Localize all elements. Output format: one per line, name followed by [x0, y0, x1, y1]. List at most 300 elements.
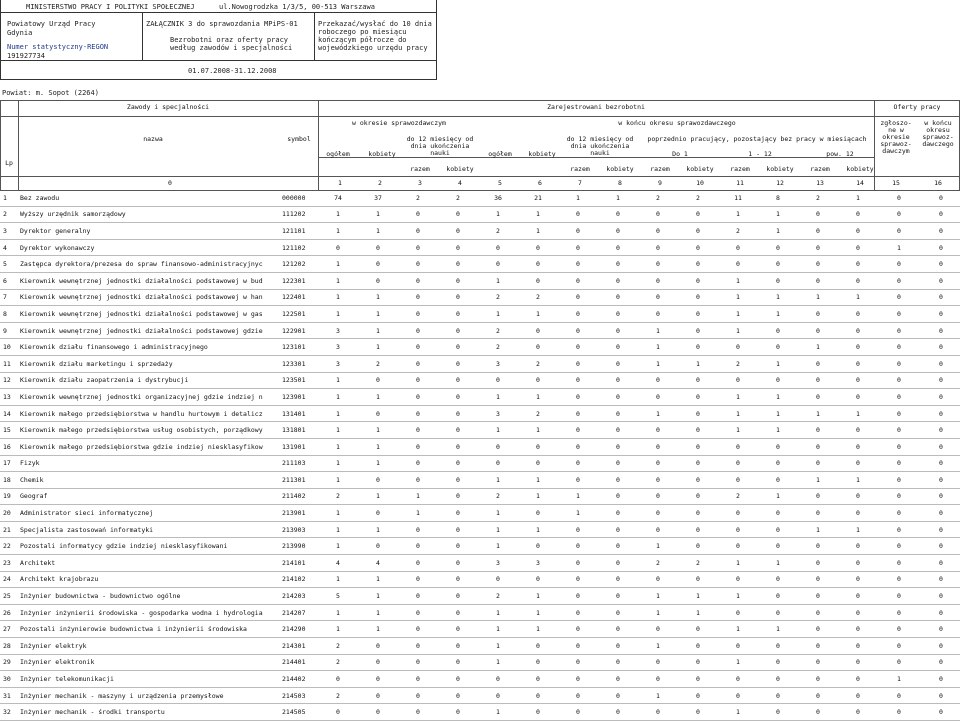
col-wk-a: w końcu: [924, 119, 952, 127]
cell-value: 0: [678, 223, 718, 240]
occupation-name: Specjalista zastosowań informatyki: [18, 521, 280, 538]
cell-value: 0: [598, 671, 638, 688]
cell-value: 0: [438, 256, 478, 273]
cell-value: 0: [920, 322, 960, 339]
cell-value: 0: [678, 322, 718, 339]
cell-value: 0: [798, 555, 838, 572]
cell-value: 1: [718, 272, 758, 289]
cell-value: 0: [838, 223, 878, 240]
cell-value: 0: [598, 438, 638, 455]
cell-value: 0: [638, 654, 678, 671]
cell-value: 0: [518, 438, 558, 455]
cell-value: 3: [478, 355, 518, 372]
cell-value: 1: [558, 190, 598, 206]
table-row: [0, 538, 960, 555]
cell-value: 0: [438, 405, 478, 422]
col-pow12: pow. 12: [826, 150, 854, 158]
cell-value: 36: [478, 190, 518, 206]
cell-value: 0: [638, 704, 678, 721]
col-oferty: Oferty pracy: [893, 103, 941, 111]
col-symbol: symbol: [287, 135, 311, 143]
row-number: 12: [0, 372, 18, 389]
cell-value: 0: [438, 488, 478, 505]
cell-value: 0: [718, 687, 758, 704]
col-kobiety-5: kobiety: [686, 165, 714, 173]
table-row: [0, 239, 960, 256]
cell-value: 3: [478, 555, 518, 572]
cell-value: 2: [478, 289, 518, 306]
cell-value: 1: [478, 621, 518, 638]
cell-value: 0: [838, 588, 878, 605]
cell-value: 0: [920, 438, 960, 455]
cell-value: 1: [718, 289, 758, 306]
cell-value: 0: [838, 555, 878, 572]
cell-value: 0: [398, 604, 438, 621]
occupation-symbol: 214290: [280, 621, 318, 638]
subtitle-line-1: Bezrobotni oraz oferty pracy: [170, 36, 289, 44]
cell-value: 1: [478, 306, 518, 323]
col-kobiety-3: kobiety: [528, 150, 556, 158]
cell-value: 0: [598, 289, 638, 306]
cell-value: 1: [638, 604, 678, 621]
cell-value: 3: [318, 322, 358, 339]
occupation-symbol: 123901: [280, 389, 318, 406]
cell-value: 0: [478, 571, 518, 588]
table-row: [0, 621, 960, 638]
occupation-name: Kierownik wewnętrznej jednostki organizacyjnej gdzie indziej n: [18, 389, 280, 406]
cell-value: 2: [518, 405, 558, 422]
cell-value: 0: [798, 687, 838, 704]
cell-value: 0: [638, 505, 678, 522]
cell-value: 1: [318, 521, 358, 538]
cell-value: 0: [798, 638, 838, 655]
cell-value: 0: [878, 339, 920, 356]
cell-value: 0: [638, 256, 678, 273]
cell-value: 0: [638, 438, 678, 455]
cell-value: 0: [920, 289, 960, 306]
cell-value: 0: [518, 671, 558, 688]
col-wk-b: okresu: [926, 126, 950, 134]
cell-value: 0: [920, 671, 960, 688]
cell-value: 0: [920, 206, 960, 223]
cell-value: 2: [478, 588, 518, 605]
row-number: 17: [0, 455, 18, 472]
row-number: 21: [0, 521, 18, 538]
cell-value: 0: [920, 389, 960, 406]
office-name: Powiatowy Urząd Pracy: [7, 20, 96, 28]
cell-value: 0: [718, 571, 758, 588]
cell-value: 0: [638, 306, 678, 323]
cell-value: 0: [598, 272, 638, 289]
cell-value: 0: [518, 239, 558, 256]
cell-value: 0: [358, 256, 398, 273]
cell-value: 0: [838, 339, 878, 356]
cell-value: 8: [758, 190, 798, 206]
cell-value: 0: [758, 638, 798, 655]
cell-value: 0: [920, 538, 960, 555]
cell-value: 0: [920, 704, 960, 721]
cell-value: 0: [518, 322, 558, 339]
row-number: 27: [0, 621, 18, 638]
cell-value: 1: [318, 372, 358, 389]
cell-value: 3: [318, 355, 358, 372]
cell-value: 0: [518, 455, 558, 472]
cell-value: 0: [878, 438, 920, 455]
cell-value: 1: [798, 339, 838, 356]
cell-value: 1: [558, 505, 598, 522]
cell-value: 0: [678, 505, 718, 522]
row-number: 18: [0, 472, 18, 489]
cell-value: 0: [678, 571, 718, 588]
cell-value: 0: [518, 505, 558, 522]
table-row: [0, 405, 960, 422]
occupation-name: Dyrektor wykonawczy: [18, 239, 280, 256]
table-row: [0, 488, 960, 505]
cell-value: 1: [518, 223, 558, 240]
cell-value: 0: [758, 654, 798, 671]
col-do12-c: nauki: [430, 149, 450, 157]
cell-value: 0: [438, 604, 478, 621]
table-row: [0, 190, 960, 206]
cell-value: 0: [358, 372, 398, 389]
col-ogolem-2: ogółem: [488, 150, 512, 158]
col-poprzednio: poprzednio pracujący, pozostający bez pracy w miesiącach: [647, 135, 867, 143]
cell-value: 0: [718, 538, 758, 555]
cell-value: 0: [798, 704, 838, 721]
cell-value: 1: [678, 355, 718, 372]
regon-number: 191927734: [7, 52, 45, 60]
col-do12-2b: dnia ukończenia: [570, 142, 630, 150]
table-row: [0, 671, 960, 688]
cell-value: 0: [438, 223, 478, 240]
cell-value: 0: [878, 405, 920, 422]
row-number: 32: [0, 704, 18, 721]
occupation-symbol: 121101: [280, 223, 318, 240]
col-wk-d: dawczego: [922, 140, 954, 148]
cell-value: 0: [558, 438, 598, 455]
cell-value: 21: [518, 190, 558, 206]
column-number: 0: [168, 179, 172, 187]
cell-value: 0: [758, 604, 798, 621]
subtitle-line-2: według zawodów i specjalności: [170, 44, 293, 52]
cell-value: 2: [798, 190, 838, 206]
cell-value: 2: [478, 339, 518, 356]
cell-value: 0: [638, 239, 678, 256]
column-number: 10: [696, 179, 704, 187]
cell-value: 0: [638, 488, 678, 505]
cell-value: 1: [758, 355, 798, 372]
cell-value: 0: [838, 438, 878, 455]
cell-value: 2: [718, 223, 758, 240]
occupation-name: Inżynier elektryk: [18, 638, 280, 655]
deliver-line-4: wojewódzkiego urzędu pracy: [318, 44, 428, 52]
cell-value: 0: [878, 521, 920, 538]
cell-value: 0: [598, 422, 638, 439]
cell-value: 0: [398, 355, 438, 372]
cell-value: 0: [678, 687, 718, 704]
cell-value: 3: [518, 555, 558, 572]
cell-value: 0: [598, 654, 638, 671]
cell-value: 0: [518, 272, 558, 289]
cell-value: 1: [838, 521, 878, 538]
col-kobiety-4: kobiety: [606, 165, 634, 173]
col-kobiety-6: kobiety: [766, 165, 794, 173]
cell-value: 1: [318, 438, 358, 455]
cell-value: 0: [920, 372, 960, 389]
col-zgl-e: dawczym: [882, 147, 910, 155]
cell-value: 0: [678, 438, 718, 455]
occupation-name: Kierownik małego przedsiębiorstwa usług osobistych, porządkowy: [18, 422, 280, 439]
cell-value: 0: [638, 571, 678, 588]
cell-value: 0: [558, 687, 598, 704]
cell-value: 1: [318, 455, 358, 472]
cell-value: 1: [478, 272, 518, 289]
cell-value: 0: [598, 322, 638, 339]
cell-value: 0: [878, 272, 920, 289]
cell-value: 1: [318, 538, 358, 555]
cell-value: 0: [838, 604, 878, 621]
cell-value: 1: [638, 588, 678, 605]
cell-value: 0: [798, 422, 838, 439]
cell-value: 0: [558, 455, 598, 472]
cell-value: 0: [598, 206, 638, 223]
cell-value: 0: [758, 671, 798, 688]
table-row: [0, 571, 960, 588]
col-do12-2c: nauki: [590, 149, 610, 157]
table-row: [0, 389, 960, 406]
row-number: 10: [0, 339, 18, 356]
table-row: [0, 256, 960, 273]
cell-value: 1: [878, 671, 920, 688]
occupation-name: Geograf: [18, 488, 280, 505]
cell-value: 4: [318, 555, 358, 572]
row-number: 11: [0, 355, 18, 372]
occupation-name: Inżynier elektronik: [18, 654, 280, 671]
cell-value: 3: [318, 339, 358, 356]
row-number: 8: [0, 306, 18, 323]
col-zgl-b: ne w: [888, 126, 904, 134]
cell-value: 0: [798, 239, 838, 256]
col-do12-b: dnia ukończenia: [410, 142, 470, 150]
cell-value: 0: [878, 638, 920, 655]
cell-value: 0: [758, 505, 798, 522]
cell-value: 0: [838, 256, 878, 273]
cell-value: 1: [718, 389, 758, 406]
cell-value: 0: [438, 355, 478, 372]
col-zgl-d: sprawoz-: [880, 140, 912, 148]
table-row: [0, 206, 960, 223]
cell-value: 1: [638, 638, 678, 655]
cell-value: 0: [518, 256, 558, 273]
cell-value: 0: [558, 256, 598, 273]
cell-value: 0: [558, 206, 598, 223]
cell-value: 0: [518, 638, 558, 655]
cell-value: 0: [398, 389, 438, 406]
cell-value: 1: [318, 604, 358, 621]
table-row: [0, 555, 960, 572]
deliver-line-3: kończącym półrocze do: [318, 36, 407, 44]
row-number: 7: [0, 289, 18, 306]
cell-value: 0: [920, 306, 960, 323]
cell-value: 0: [598, 505, 638, 522]
cell-value: 0: [398, 472, 438, 489]
cell-value: 0: [558, 621, 598, 638]
column-number: 1: [338, 179, 342, 187]
cell-value: 0: [398, 571, 438, 588]
cell-value: 0: [438, 322, 478, 339]
cell-value: 0: [758, 339, 798, 356]
cell-value: 0: [598, 372, 638, 389]
cell-value: 0: [358, 654, 398, 671]
cell-value: 1: [478, 654, 518, 671]
cell-value: 0: [878, 422, 920, 439]
cell-value: 0: [678, 638, 718, 655]
cell-value: 1: [758, 223, 798, 240]
cell-value: 0: [558, 355, 598, 372]
column-number: 3: [418, 179, 422, 187]
col-lp: Lp: [5, 159, 13, 167]
cell-value: 0: [598, 472, 638, 489]
cell-value: 0: [598, 355, 638, 372]
cell-value: 0: [598, 604, 638, 621]
cell-value: 37: [358, 190, 398, 206]
occupation-name: Kierownik działu zaopatrzenia i dystrybucji: [18, 372, 280, 389]
column-number: 15: [892, 179, 900, 187]
col-kobiety-2: kobiety: [446, 165, 474, 173]
occupation-name: Kierownik małego przedsiębiorstwa w handlu hurtowym i detalicz: [18, 405, 280, 422]
cell-value: 0: [678, 538, 718, 555]
cell-value: 1: [358, 488, 398, 505]
cell-value: 1: [478, 604, 518, 621]
cell-value: 1: [318, 289, 358, 306]
row-number: 15: [0, 422, 18, 439]
cell-value: 0: [838, 638, 878, 655]
cell-value: 0: [798, 621, 838, 638]
cell-value: 0: [438, 455, 478, 472]
row-number: 1: [0, 190, 18, 206]
cell-value: 1: [518, 206, 558, 223]
cell-value: 0: [518, 339, 558, 356]
cell-value: 1: [318, 206, 358, 223]
occupation-name: Chemik: [18, 472, 280, 489]
cell-value: 0: [920, 555, 960, 572]
cell-value: 1: [838, 289, 878, 306]
cell-value: 0: [478, 687, 518, 704]
cell-value: 0: [638, 206, 678, 223]
cell-value: 0: [920, 272, 960, 289]
cell-value: 0: [598, 538, 638, 555]
column-number: 9: [658, 179, 662, 187]
cell-value: 0: [598, 488, 638, 505]
cell-value: 0: [798, 488, 838, 505]
cell-value: 2: [318, 488, 358, 505]
occupation-symbol: 121102: [280, 239, 318, 256]
cell-value: 0: [678, 256, 718, 273]
cell-value: 0: [718, 604, 758, 621]
cell-value: 2: [718, 488, 758, 505]
cell-value: 1: [318, 223, 358, 240]
cell-value: 0: [878, 571, 920, 588]
col-zarejestrowani: Zarejestrowani bezrobotni: [547, 103, 645, 111]
table-row: [0, 372, 960, 389]
cell-value: 0: [398, 555, 438, 572]
cell-value: 0: [438, 538, 478, 555]
row-number: 19: [0, 488, 18, 505]
cell-value: 0: [598, 704, 638, 721]
table-row: [0, 604, 960, 621]
column-number: 11: [736, 179, 744, 187]
table-row: [0, 704, 960, 721]
cell-value: 0: [598, 239, 638, 256]
cell-value: 1: [358, 621, 398, 638]
col-do1: Do 1: [672, 150, 688, 158]
cell-value: 0: [718, 521, 758, 538]
regon-label: Numer statystyczny-REGON: [7, 43, 109, 51]
cell-value: 0: [638, 289, 678, 306]
cell-value: 0: [678, 206, 718, 223]
cell-value: 0: [878, 190, 920, 206]
table-row: [0, 505, 960, 522]
cell-value: 0: [438, 588, 478, 605]
cell-value: 0: [438, 306, 478, 323]
cell-value: 0: [920, 190, 960, 206]
table-row: [0, 588, 960, 605]
cell-value: 0: [678, 289, 718, 306]
cell-value: 0: [358, 405, 398, 422]
occupation-name: Inżynier mechanik - maszyny i urządzenia przemysłowe: [18, 687, 280, 704]
row-number: 29: [0, 654, 18, 671]
table-row: [0, 289, 960, 306]
cell-value: 1: [358, 422, 398, 439]
cell-value: 0: [518, 687, 558, 704]
cell-value: 0: [598, 389, 638, 406]
cell-value: 0: [438, 472, 478, 489]
cell-value: 1: [638, 339, 678, 356]
cell-value: 0: [598, 405, 638, 422]
cell-value: 0: [598, 306, 638, 323]
cell-value: 1: [758, 422, 798, 439]
cell-value: 1: [798, 521, 838, 538]
cell-value: 2: [478, 223, 518, 240]
cell-value: 0: [398, 405, 438, 422]
cell-value: 0: [398, 306, 438, 323]
cell-value: 0: [558, 588, 598, 605]
cell-value: 0: [558, 654, 598, 671]
cell-value: 0: [358, 538, 398, 555]
cell-value: 1: [318, 571, 358, 588]
cell-value: 0: [558, 472, 598, 489]
cell-value: 0: [438, 621, 478, 638]
cell-value: 0: [398, 654, 438, 671]
cell-value: 0: [558, 638, 598, 655]
cell-value: 1: [798, 472, 838, 489]
ministry-address: ul.Nowogrodzka 1/3/5, 00-513 Warszawa: [219, 3, 375, 11]
cell-value: 1: [718, 555, 758, 572]
occupation-symbol: 131801: [280, 422, 318, 439]
table-row: [0, 272, 960, 289]
cell-value: 2: [318, 638, 358, 655]
cell-value: 0: [398, 206, 438, 223]
cell-value: 0: [838, 422, 878, 439]
cell-value: 1: [358, 604, 398, 621]
occupation-symbol: 213901: [280, 505, 318, 522]
cell-value: 0: [920, 455, 960, 472]
cell-value: 1: [398, 505, 438, 522]
occupation-symbol: 122401: [280, 289, 318, 306]
cell-value: 0: [838, 671, 878, 688]
cell-value: 0: [718, 239, 758, 256]
cell-value: 1: [518, 488, 558, 505]
